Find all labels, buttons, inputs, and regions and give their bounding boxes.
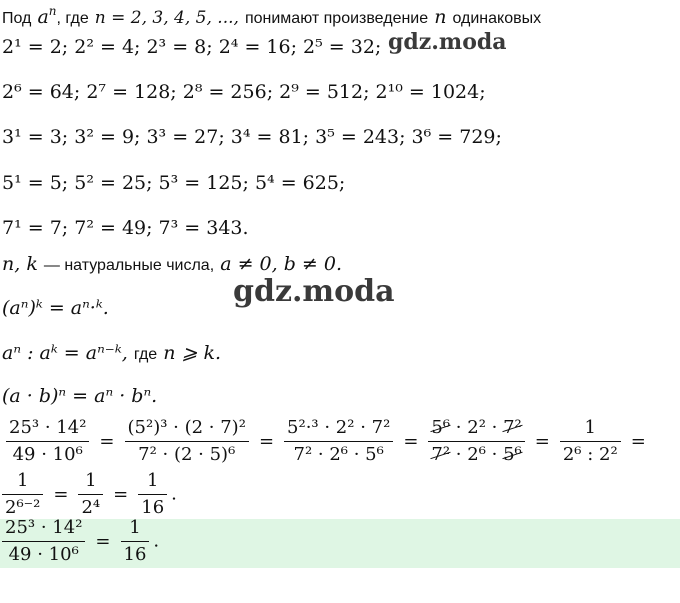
powers-of-two-a: 2¹ = 2; 2² = 4; 2³ = 8; 2⁴ = 16; 2⁵ = 32; — [2, 36, 382, 58]
fraction-power: $\frac{1}{\text{2⁴}}$ — [78, 470, 103, 519]
powers-of-five: 5¹ = 5; 5² = 25; 5³ = 125; 5⁴ = 625; — [2, 172, 346, 194]
solution-line-2: $\frac{1}{\text{2⁶⁻²}}$ = $\frac{1}{\text{2⁴}}$ = $\frac{1}{16}$ . — [2, 470, 177, 519]
watermark-top: gdz.moda — [388, 29, 507, 55]
intro-prefix: Под — [2, 10, 32, 27]
intro-suffix: понимают произведение — [244, 10, 429, 27]
fraction-quotient: $\frac{1}{\text{2⁶ : 2²}}$ — [560, 417, 621, 466]
intro-n-var: n — [434, 6, 447, 28]
intro-tail: одинаковых — [452, 10, 542, 27]
natural-vars: n, k — [2, 253, 38, 275]
intro-n-list: n = 2, 3, 4, 5, ..., — [94, 8, 239, 28]
intro-expr: a — [37, 6, 49, 28]
fraction-original: $\frac{\text{25³ · 14²}}{\text{49 · 10⁶}}$ — [6, 417, 89, 466]
intro-exp: n — [48, 4, 57, 18]
fraction-difference: $\frac{1}{\text{2⁶⁻²}}$ — [2, 470, 43, 519]
rule-prod: (a · b)ⁿ = aⁿ · bⁿ. — [2, 385, 158, 407]
rule-power: (aⁿ)ᵏ = aⁿ·ᵏ. — [2, 297, 109, 319]
powers-of-three: 3¹ = 3; 3² = 9; 3³ = 27; 3⁴ = 81; 3⁵ = 243; 3⁶ = 729; — [2, 126, 502, 148]
fraction-factored: $\frac{\text{(5²)³ · (2 · 7)²}}{\text{7² · (2 · 5)⁶}}$ — [125, 417, 249, 466]
natural-line — [2, 253, 342, 275]
natural-text: — натуральные числа, — [43, 257, 215, 274]
rule-div-cond: n ⩾ k. — [163, 342, 222, 364]
natural-cond: a ≠ 0, b ≠ 0. — [220, 253, 342, 275]
answer-result: $\frac{1}{16}$ — [121, 517, 150, 566]
answer-line: $\frac{\text{25³ · 14²}}{\text{49 · 10⁶}}$ = $\frac{1}{16}$ . — [2, 517, 159, 566]
fraction-cancelled: $\frac{\text{5⁶ · 2² · 7²}}{\text{7² · 2⁶ · 5⁶}}$ — [428, 417, 524, 466]
powers-of-two-b: 2⁶ = 64; 2⁷ = 128; 2⁸ = 256; 2⁹ = 512; 2¹⁰ = 1024; — [2, 81, 486, 103]
intro-middle: , где — [56, 10, 89, 27]
watermark-mid: gdz.moda — [233, 274, 395, 309]
solution-line-1: $\frac{\text{25³ · 14²}}{\text{49 · 10⁶}}$ = $\frac{\text{(5²)³ · (2 · 7)²}}{\text{7² · (2 · 5)⁶}}$ = $\frac{\text{5²·³ · 2² · 7²}}{\text{7² · 2⁶ · 5⁶}}$ = $\frac{\text{5⁶ · 2² · 7²}}{\text{7² · 2⁶ · 5⁶}}$ = $\frac{1}{\text{2⁶ : 2²}}$ = — [2, 417, 652, 466]
powers-of-seven: 7¹ = 7; 7² = 49; 7³ = 343. — [2, 217, 249, 239]
rule-div-line — [2, 342, 221, 364]
answer-fraction: $\frac{\text{25³ · 14²}}{\text{49 · 10⁶}}$ — [2, 517, 85, 566]
fraction-result: $\frac{1}{16}$ — [138, 470, 167, 519]
intro-line — [2, 6, 541, 28]
rule-div-expr: aⁿ : aᵏ = aⁿ⁻ᵏ, — [2, 342, 128, 364]
fraction-expanded: $\frac{\text{5²·³ · 2² · 7²}}{\text{7² · 2⁶ · 5⁶}}$ — [284, 417, 393, 466]
rule-div-text: где — [133, 346, 158, 363]
